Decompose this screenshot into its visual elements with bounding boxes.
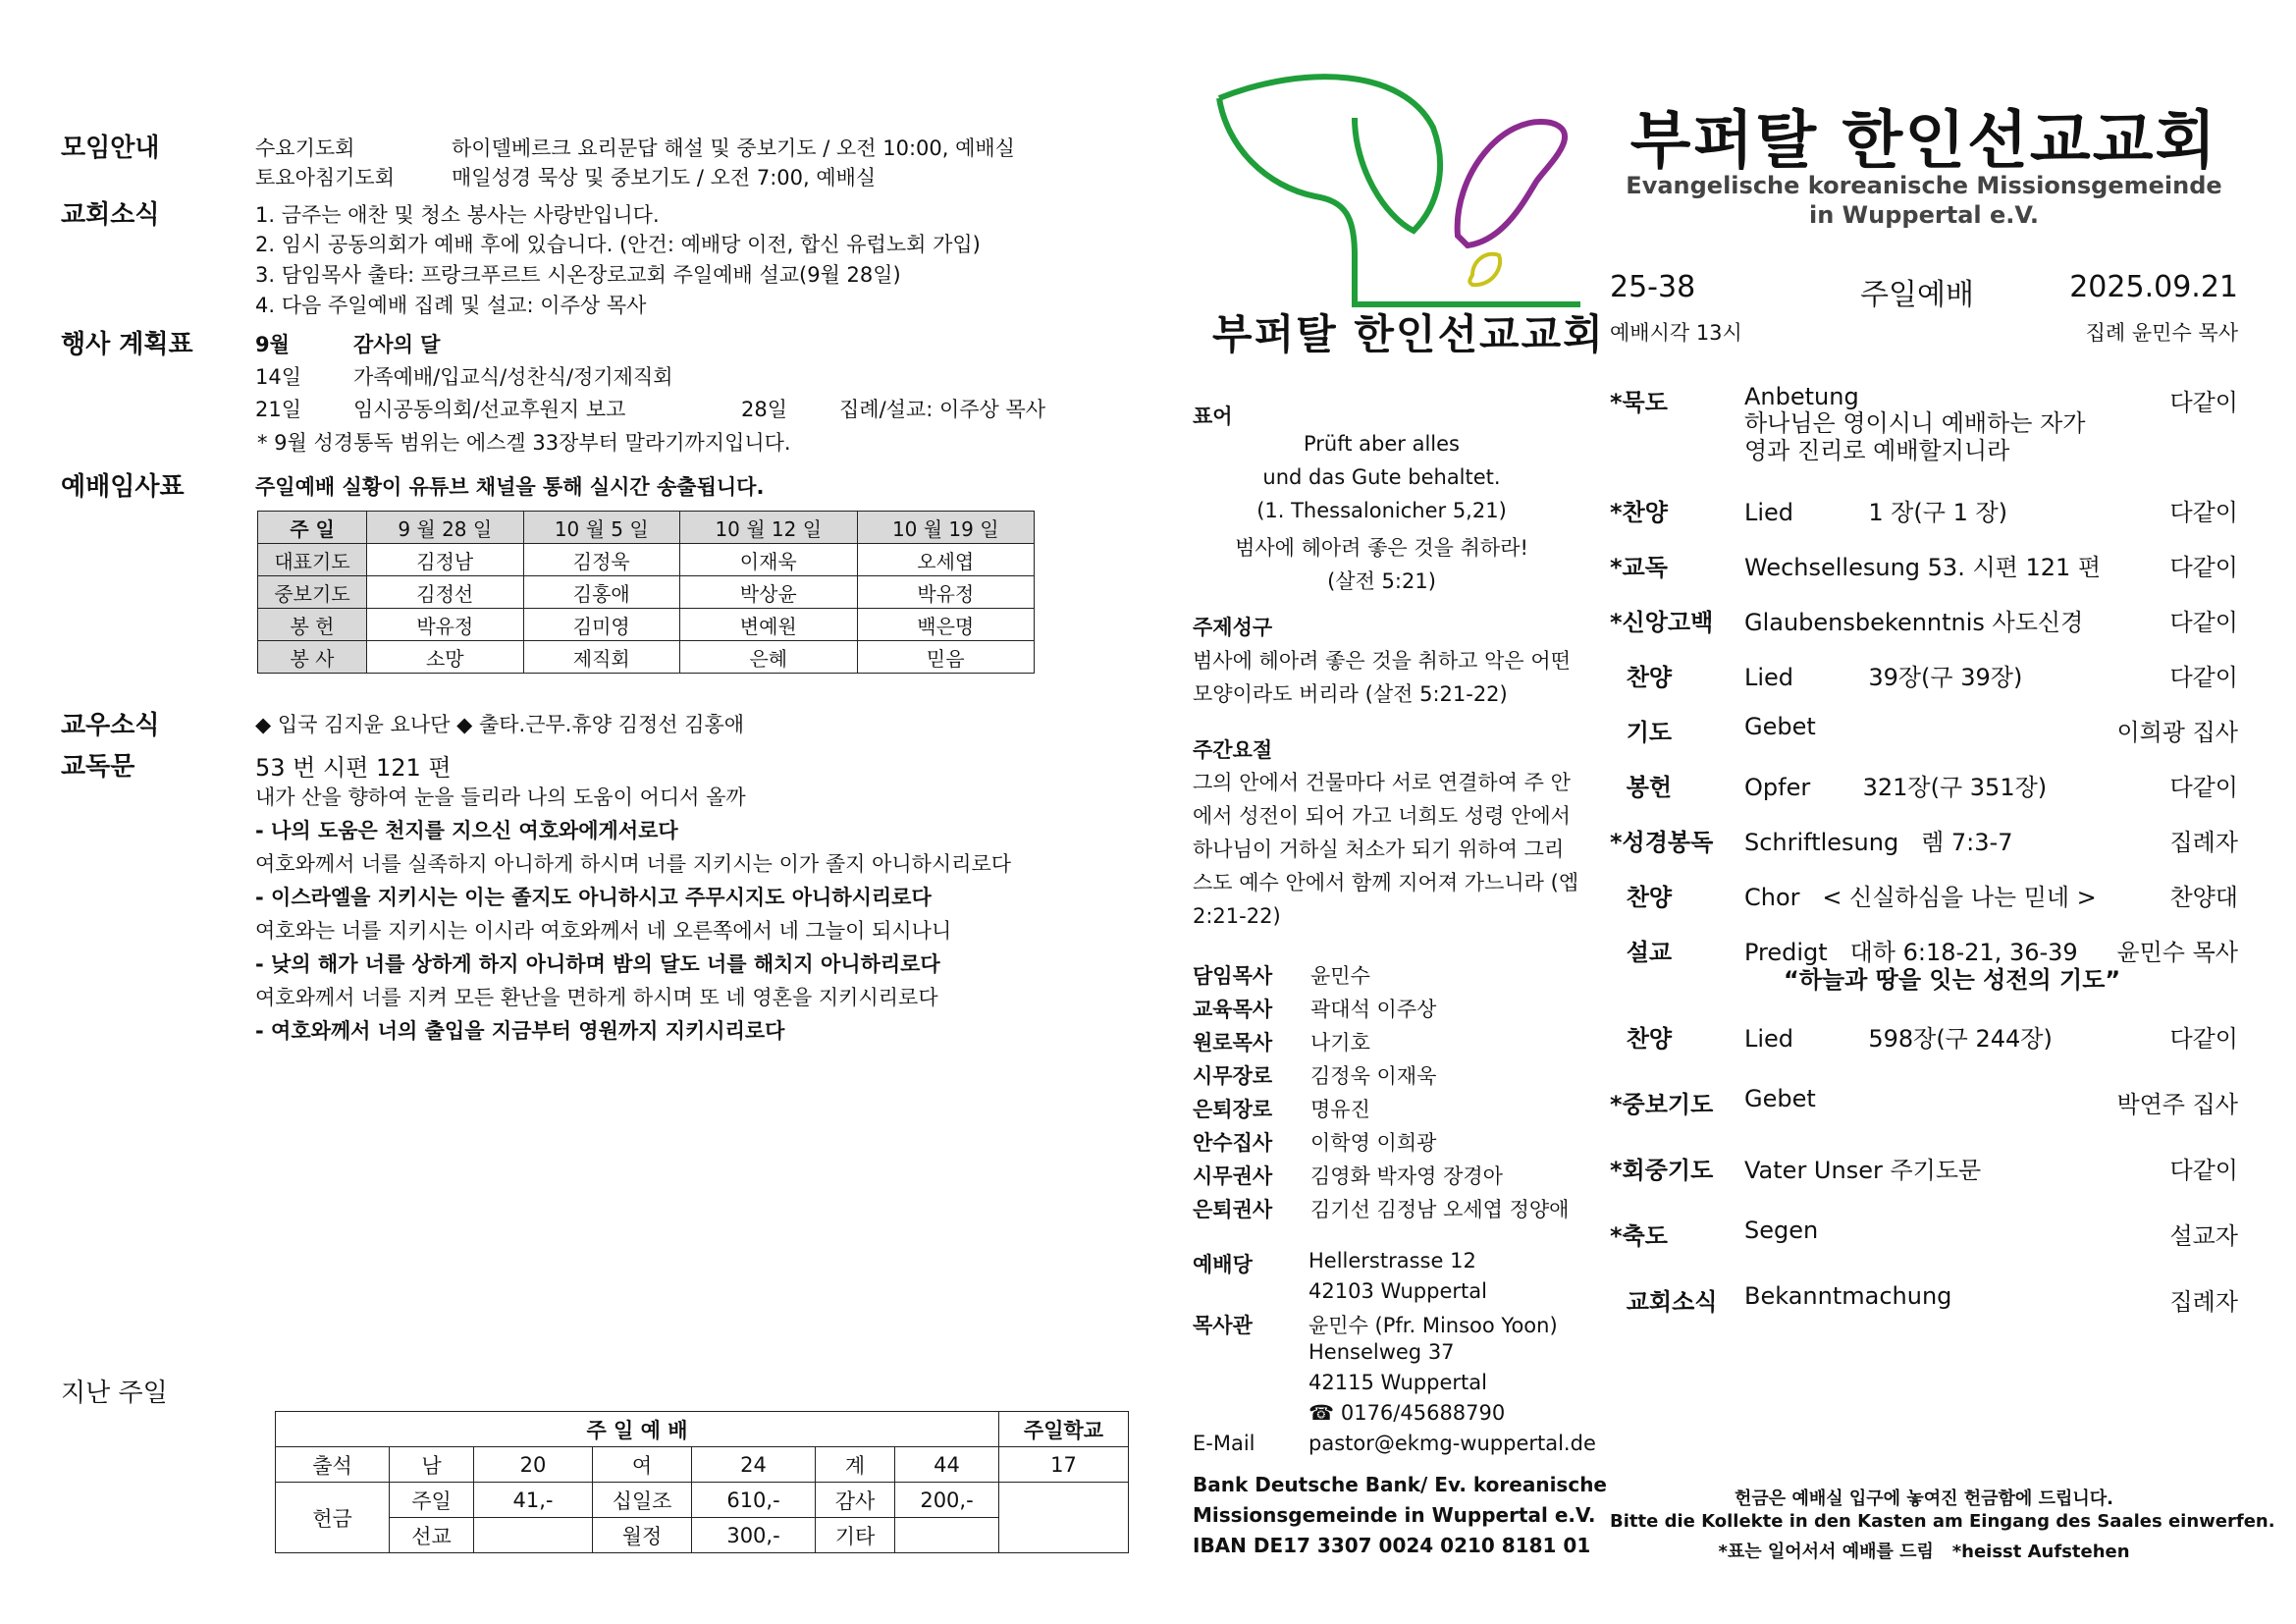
schedule-title: 예배임사표	[61, 472, 185, 502]
order-german: Lied 598장(구 244장)	[1744, 1025, 2053, 1053]
staff-row	[1193, 1027, 1569, 1060]
schedule-cell: 박유정	[367, 609, 524, 641]
events-theme: 감사의 달	[353, 333, 441, 356]
order-by: 다같이	[2169, 499, 2238, 526]
staff-names: 곽대석 이주상	[1310, 998, 1437, 1021]
schedule-label: 대표기도	[258, 544, 367, 576]
schedule-label: 봉 헌	[258, 609, 367, 641]
order-german: Schriftlesung 렘 7:3-7	[1744, 829, 2013, 856]
phone-row	[1308, 1401, 1505, 1425]
reading-line: 내가 산을 향하여 눈을 들리라 나의 도움이 어디서 올까	[255, 785, 746, 809]
staff-row	[1193, 1127, 1569, 1161]
staff-role: 은퇴장로	[1193, 1098, 1273, 1121]
weekly-line: 에서 성전이 되어 가고 너희도 성령 안에서	[1193, 804, 1571, 828]
schedule-header: 10 월 5 일	[523, 512, 680, 544]
order-by: 다같이	[2169, 554, 2238, 581]
worship-header: 주 일 예 배	[276, 1412, 999, 1447]
service-name: 주일예배	[1860, 278, 1974, 312]
att-cell: 200,-	[895, 1483, 999, 1518]
motto-line: Prüft aber alles	[1304, 432, 1460, 456]
reading-line: 여호와는 너를 지키시는 이시라 여호와께서 네 오른쪽에서 네 그늘이 되시나니	[255, 919, 952, 943]
order-label: 찬양	[1610, 1025, 1673, 1053]
event-day: 14일	[255, 365, 302, 389]
news-item: 4. 다음 주일예배 집례 및 설교: 이주상 목사	[255, 294, 647, 317]
events-title: 행사 계획표	[61, 330, 193, 359]
order-by: 집례자	[2169, 829, 2238, 856]
reading-line: - 여호와께서 너의 출입을 지금부터 영원까지 지키시리로다	[255, 1019, 785, 1043]
manse-line: 42115 Wuppertal	[1308, 1371, 1487, 1394]
order-german: Gebet	[1744, 1085, 1816, 1112]
meeting-name: 토요아침기도회	[255, 166, 396, 189]
staff-names: 김정욱 이재욱	[1310, 1064, 1437, 1088]
events-month: 9월	[255, 333, 290, 356]
theme-block	[1193, 644, 1571, 711]
schedule-cell: 김정선	[367, 576, 524, 609]
offering-note: 헌금은 예배실 입구에 놓여진 헌금함에 드립니다.	[1735, 1489, 2113, 1509]
schedule-note: 주일예배 실황이 유튜브 채널을 통해 실시간 송출됩니다.	[255, 475, 765, 499]
order-german: Opfer 321장(구 351장)	[1744, 774, 2048, 801]
schedule-cell: 은혜	[680, 641, 857, 674]
email-label: E-Mail	[1193, 1432, 1255, 1455]
att-cell: 여	[593, 1447, 692, 1483]
staff-row	[1193, 1194, 1569, 1227]
issue-number: 25-38	[1610, 270, 1696, 304]
theme-line: 범사에 헤아려 좋은 것을 취하고 악은 어떤	[1193, 649, 1571, 673]
bank-line: Bank Deutsche Bank/ Ev. koreanische	[1193, 1473, 1607, 1496]
motto-block	[1193, 432, 1571, 599]
schedule-table	[257, 511, 1035, 674]
order-label: 설교	[1610, 939, 1673, 966]
sermon-title: “하늘과 땅을 잇는 성전의 기도”	[1784, 966, 2121, 994]
att-cell	[999, 1483, 1129, 1553]
staff-names: 김영화 박자영 장경아	[1310, 1164, 1503, 1188]
schedule-cell: 김정남	[367, 544, 524, 576]
staff-row	[1193, 994, 1569, 1027]
motto-line: (살전 5:21)	[1327, 569, 1436, 593]
order-german: Wechsellesung 53. 시편 121 편	[1744, 554, 2102, 581]
meeting-desc: 하이델베르크 요리문답 해설 및 중보기도 / 오전 10:00, 예배실	[452, 136, 1015, 160]
order-sub-line: 하나님은 영이시니 예배하는 자가	[1744, 409, 2086, 437]
order-by: 설교자	[2169, 1222, 2238, 1250]
order-by: 집례자	[2169, 1288, 2238, 1316]
schedule-label: 봉 사	[258, 641, 367, 674]
order-label: 찬양	[1610, 884, 1673, 911]
att-cell: 남	[390, 1447, 474, 1483]
schedule-cell: 김홍애	[523, 576, 680, 609]
church-title: 부퍼탈 한인선교교회	[1629, 105, 2218, 178]
order-by: 윤민수 목사	[2116, 939, 2238, 966]
order-label: 기도	[1610, 719, 1673, 746]
schedule-cell: 김미영	[523, 609, 680, 641]
reading-lines	[255, 781, 1011, 1048]
school-header: 주일학교	[999, 1412, 1129, 1447]
att-cell: 610,-	[692, 1483, 816, 1518]
meeting-title: 모임안내	[61, 134, 160, 163]
att-cell: 계	[816, 1447, 895, 1483]
staff-row	[1193, 1094, 1569, 1127]
order-label: *교독	[1610, 554, 1668, 581]
att-cell: 20	[474, 1447, 593, 1483]
att-cell: 24	[692, 1447, 816, 1483]
staff-role: 은퇴권사	[1193, 1198, 1273, 1221]
reading-line: - 이스라엘을 지키시는 이는 졸지도 아니하시고 주무시지도 아니하시리로다	[255, 886, 932, 909]
schedule-cell: 박상윤	[680, 576, 857, 609]
staff-names: 이학영 이희광	[1310, 1131, 1437, 1155]
motto-line: (1. Thessalonicher 5,21)	[1256, 499, 1507, 522]
phone-icon: ☎	[1308, 1401, 1341, 1425]
service-time: 예배시각 13시	[1610, 321, 1742, 345]
att-cell: 기타	[816, 1518, 895, 1553]
event-day: 28일	[741, 398, 788, 421]
order-by: 다같이	[2169, 1157, 2238, 1184]
schedule-header: 주 일	[258, 512, 367, 544]
order-by: 다같이	[2169, 774, 2238, 801]
staff-row	[1193, 1161, 1569, 1194]
standing-note: *표는 일어서서 예배를 드림 *heisst Aufstehen	[1718, 1542, 2130, 1562]
order-label: *신앙고백	[1610, 609, 1714, 636]
order-label: 찬양	[1610, 664, 1673, 691]
bank-line: Missionsgemeinde in Wuppertal e.V.	[1193, 1503, 1596, 1527]
reading-title: 교독문	[61, 752, 135, 782]
order-german: Chor < 신실하심을 나는 믿네 >	[1744, 884, 2097, 911]
order-german: Lied 39장(구 39장)	[1744, 664, 2023, 691]
order-label: *성경봉독	[1610, 829, 1714, 856]
weekly-line: 스도 예수 안에서 함께 지어져 가느니라 (엡	[1193, 871, 1579, 894]
weekly-block	[1193, 766, 1578, 933]
schedule-cell: 변예원	[680, 609, 857, 641]
manse-label: 목사관	[1193, 1314, 1253, 1337]
schedule-header: 10 월 12 일	[680, 512, 857, 544]
news-item: 2. 임시 공동의회가 예배 후에 있습니다. (안건: 예배당 이전, 합신 유럽노회 가입)	[255, 233, 981, 256]
schedule-cell: 김정욱	[523, 544, 680, 576]
staff-names: 명유진	[1310, 1098, 1370, 1121]
order-by: 다같이	[2169, 1025, 2238, 1053]
order-label: *중보기도	[1610, 1091, 1714, 1118]
bank-block	[1193, 1470, 1607, 1561]
att-cell: 십일조	[593, 1483, 692, 1518]
order-german: Anbetung	[1744, 383, 1859, 410]
att-cell: 헌금	[276, 1483, 390, 1553]
church-address: 42103 Wuppertal	[1308, 1279, 1487, 1303]
meeting-desc: 매일성경 묵상 및 중보기도 / 오전 7:00, 예배실	[452, 166, 877, 189]
church-logo-icon	[1207, 59, 1580, 344]
reading-heading: 53 번 시편 121 편	[255, 754, 452, 782]
email-link[interactable]: pastor@ekmg-wuppertal.de	[1308, 1432, 1596, 1455]
schedule-cell: 소망	[367, 641, 524, 674]
att-cell: 출석	[276, 1447, 390, 1483]
schedule-cell: 오세엽	[857, 544, 1035, 576]
att-cell	[895, 1518, 999, 1553]
order-label: *축도	[1610, 1222, 1668, 1250]
order-by: 이희광 집사	[2116, 719, 2238, 746]
logo-text: 부퍼탈 한인선교교회	[1212, 310, 1605, 358]
service-date: 2025.09.21	[2069, 270, 2238, 304]
order-by: 다같이	[2169, 389, 2238, 416]
theme-line: 모양이라도 버리라 (살전 5:21-22)	[1193, 682, 1508, 706]
order-label: *묵도	[1610, 389, 1668, 416]
staff-role: 원로목사	[1193, 1031, 1273, 1055]
attendance-table	[275, 1411, 1129, 1553]
church-label: 예배당	[1193, 1253, 1253, 1276]
att-cell: 41,-	[474, 1483, 593, 1518]
order-label: *찬양	[1610, 499, 1668, 526]
schedule-cell: 박유정	[857, 576, 1035, 609]
order-by: 다같이	[2169, 609, 2238, 636]
att-cell: 월정	[593, 1518, 692, 1553]
staff-role: 시무장로	[1193, 1064, 1273, 1088]
news-title: 교회소식	[61, 200, 160, 230]
order-german: Segen	[1744, 1217, 1819, 1244]
church-address: Hellerstrasse 12	[1308, 1249, 1476, 1272]
schedule-cell: 이재욱	[680, 544, 857, 576]
staff-role: 담임목사	[1193, 964, 1273, 988]
staff-role: 안수집사	[1193, 1131, 1273, 1155]
weekly-line: 2:21-22)	[1193, 904, 1281, 928]
order-german: Vater Unser 주기도문	[1744, 1157, 1982, 1184]
staff-row	[1193, 960, 1569, 994]
att-cell: 300,-	[692, 1518, 816, 1553]
staff-names: 나기호	[1310, 1031, 1370, 1055]
staff-row	[1193, 1060, 1569, 1094]
reading-line: - 나의 도움은 천지를 지으신 여호와에게서로다	[255, 819, 678, 842]
reading-line: 여호와께서 너를 지켜 모든 환난을 면하게 하시며 또 네 영혼을 지키시리로다	[255, 986, 938, 1009]
order-german: Bekanntmachung	[1744, 1282, 1952, 1310]
event-day: 21일	[255, 398, 302, 421]
order-german: Predigt 대하 6:18-21, 36-39	[1744, 939, 2078, 966]
order-german: Gebet	[1744, 713, 1816, 740]
weekly-line: 하나님이 거하실 처소가 되기 위하여 그리	[1193, 838, 1565, 861]
church-subtitle: in Wuppertal e.V.	[1809, 201, 2039, 229]
att-cell: 17	[999, 1447, 1129, 1483]
theme-title: 주제성구	[1193, 616, 1273, 639]
staff-names: 윤민수	[1310, 964, 1370, 988]
att-cell: 44	[895, 1447, 999, 1483]
event-text: 가족예배/입교식/성찬식/정기제직회	[353, 365, 673, 389]
order-sub	[1744, 409, 2085, 464]
staff-role: 시무권사	[1193, 1164, 1273, 1188]
meeting-name: 수요기도회	[255, 136, 355, 160]
weekly-title: 주간요절	[1193, 738, 1273, 762]
news-item: 3. 담임목사 출타: 프랑크푸르트 시온장로교회 주일예배 설교(9월 28일)	[255, 263, 901, 287]
schedule-header: 9 월 28 일	[367, 512, 524, 544]
members-text: ◆ 입국 김지윤 요나단 ◆ 출타.근무.휴양 김정선 김홍애	[255, 713, 745, 736]
schedule-cell: 백은명	[857, 609, 1035, 641]
reading-line: - 낮의 해가 너를 상하게 하지 아니하며 밤의 달도 너를 해치지 아니하리로다	[255, 952, 940, 976]
motto-line: 범사에 헤아려 좋은 것을 취하라!	[1235, 536, 1528, 560]
reading-line: 여호와께서 너를 실족하지 아니하게 하시며 너를 지키시는 이가 졸지 아니하시리로다	[255, 852, 1012, 876]
schedule-label: 중보기도	[258, 576, 367, 609]
order-sub-line: 영과 진리로 예배할지니라	[1744, 437, 2010, 464]
manse-line: 윤민수 (Pfr. Minsoo Yoon)	[1308, 1314, 1558, 1337]
staff-names: 김기선 김정남 오세엽 정양애	[1310, 1198, 1570, 1221]
church-subtitle: Evangelische koreanische Missionsgemeinde	[1626, 172, 2222, 199]
schedule-cell: 믿음	[857, 641, 1035, 674]
staff-list	[1193, 960, 1569, 1227]
schedule-cell: 제직회	[523, 641, 680, 674]
offering-note-de: Bitte die Kollekte in den Kasten am Eingang des Saales einwerfen.	[1610, 1511, 2275, 1532]
order-label: 봉헌	[1610, 774, 1673, 801]
weekly-line: 그의 안에서 건물마다 서로 연결하여 주 안	[1193, 771, 1571, 794]
order-label: 교회소식	[1610, 1288, 1718, 1316]
event-text: 임시공동의회/선교후원지 보고	[353, 398, 626, 421]
att-cell: 선교	[390, 1518, 474, 1553]
event-text: 집례/설교: 이주상 목사	[839, 398, 1046, 421]
att-cell	[474, 1518, 593, 1553]
phone-number: 0176/45688790	[1340, 1401, 1506, 1425]
service-leader: 집례 윤민수 목사	[2085, 321, 2238, 345]
motto-line: und das Gute behaltet.	[1262, 465, 1501, 489]
news-item: 1. 금주는 애찬 및 청소 봉사는 사랑반입니다.	[255, 203, 660, 227]
bank-line: IBAN DE17 3307 0024 0210 8181 01	[1193, 1534, 1591, 1557]
last-week-title: 지난 주일	[61, 1379, 168, 1408]
members-title: 교우소식	[61, 711, 160, 740]
order-label: *회중기도	[1610, 1157, 1714, 1184]
att-cell: 감사	[816, 1483, 895, 1518]
order-by: 박연주 집사	[2116, 1091, 2238, 1118]
order-german: Lied 1 장(구 1 장)	[1744, 499, 2008, 526]
manse-line: Henselweg 37	[1308, 1340, 1455, 1364]
staff-role: 교육목사	[1193, 998, 1273, 1021]
order-german: Glaubensbekenntnis 사도신경	[1744, 609, 2084, 636]
order-by: 다같이	[2169, 664, 2238, 691]
order-by: 찬양대	[2169, 884, 2238, 911]
events-note: * 9월 성경통독 범위는 에스겔 33장부터 말라기까지입니다.	[257, 431, 791, 455]
motto-title: 표어	[1193, 405, 1233, 428]
schedule-header: 10 월 19 일	[857, 512, 1035, 544]
att-cell: 주일	[390, 1483, 474, 1518]
